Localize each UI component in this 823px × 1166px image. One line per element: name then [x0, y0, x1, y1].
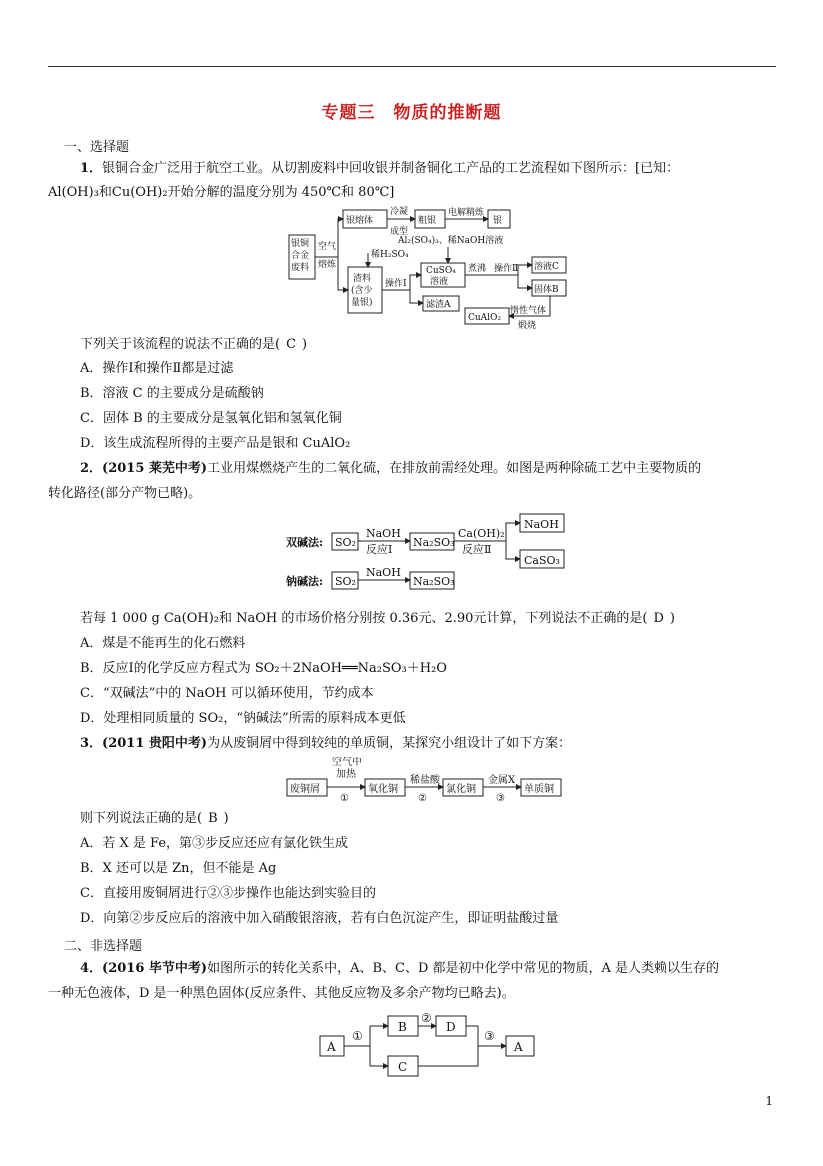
q2-number: 2．: [80, 461, 103, 476]
flow-cool: 冷凝: [390, 207, 409, 217]
flow-op1: 操作Ⅰ: [385, 279, 407, 289]
q1-stem-line1: [80, 160, 679, 178]
q4-d: D: [446, 1020, 456, 1034]
q2-stem2: 转化路径(部分产物已略)。: [48, 486, 202, 501]
q3-hcl: 稀盐酸: [410, 775, 440, 786]
flow-cuso4: CuSO₄: [426, 266, 456, 276]
q2-caso3: CaSO₃: [524, 554, 560, 567]
flow-smelt: 熔炼: [318, 260, 337, 270]
q2-answer: D: [653, 611, 664, 626]
q2-r1: 反应Ⅰ: [366, 543, 393, 556]
svg-text:(含少: (含少: [351, 286, 373, 296]
q4-a: A: [327, 1040, 336, 1054]
q3-metal: 金属X: [488, 775, 516, 786]
q2-naoh-over: NaOH: [366, 527, 401, 540]
flow-inert: 惰性气体: [510, 306, 547, 316]
q3-stem: 3．(2011 贵阳中考)为从废铜屑中得到较纯的单质铜，某探究小组设计了如下方案：: [80, 736, 572, 751]
q2-option-d: D．处理相同质量的 SO₂，“钠碱法”所需的原料成本更低: [80, 711, 406, 726]
q3-scrap: 废铜屑: [290, 784, 320, 795]
flow-boil: 煮沸: [468, 264, 487, 274]
svg-text:溶液: 溶液: [430, 277, 449, 287]
q4-c1: ①: [352, 1029, 363, 1043]
section-nonchoice: 二、非选择题: [64, 939, 143, 954]
q1-question: 下列关于该流程的说法不正确的是( C ): [80, 337, 308, 352]
header-rule: [48, 66, 776, 67]
flow-reagents: Al₂(SO₄)₃、稀NaOH溶液: [398, 236, 504, 246]
q3-air-heat: 空气中: [332, 757, 362, 768]
q2-option-b: B．反应Ⅰ的化学反应方程式为 SO₂＋2NaOH══Na₂SO₃＋H₂O: [80, 661, 447, 676]
q2-r2: 反应Ⅱ: [462, 543, 492, 556]
q2-naoh-b: NaOH: [366, 566, 401, 579]
q1-answer: C: [286, 337, 297, 352]
q1-stem2: Al(OH)₃和Cu(OH)₂开始分解的温度分别为 450℃和 80℃]: [48, 185, 395, 200]
section-choice: 一、选择题: [64, 140, 130, 155]
q2-label-sodium: 钠碱法:: [286, 575, 324, 588]
q1-option-b: B．溶液 C 的主要成分是硫酸钠: [80, 386, 264, 401]
q2-naoh-box: NaOH: [524, 518, 559, 531]
q2-label-double: 双碱法:: [286, 536, 324, 549]
q4-source: (2016 毕节中考): [102, 961, 208, 976]
q2-so2-b: SO₂: [335, 575, 356, 588]
q4-a2: A: [514, 1040, 523, 1054]
q3-option-b: B．X 还可以是 Zn，但不能是 Ag: [80, 861, 277, 876]
svg-text:合金: 合金: [291, 251, 310, 261]
q3-question: 则下列说法正确的是( B ): [80, 811, 229, 826]
q2-so2: SO₂: [335, 536, 356, 549]
page-title: 专题三 物质的推断题: [321, 103, 502, 123]
q4-stem-line1: 4．(2016 毕节中考)如图所示的转化关系中，A、B、C、D 都是初中化学中常见的物质，A 是人类赖以生存的: [80, 961, 720, 976]
q3-number: 3．: [80, 736, 103, 751]
q3-diagram: [284, 757, 574, 802]
q1-stem1: 银铜合金广泛用于航空工业。从切割废料中回收银并制备铜化工产品的工艺流程如下图所示：[已知：: [102, 161, 680, 176]
q3-source: (2011 贵阳中考): [102, 736, 208, 751]
q2-diagram: [284, 510, 574, 600]
q3-option-a: A．若 X 是 Fe，第③步反应还应有氯化铁生成: [80, 836, 349, 851]
q1-option-c: C．固体 B 的主要成分是氢氧化铝和氢氧化铜: [80, 411, 342, 426]
flow-residue-a: 滤渣A: [426, 300, 451, 310]
flow-ag-melt: 银熔体: [346, 216, 374, 226]
flow-sol-c: 溶液C: [534, 262, 559, 272]
q3-cu: 单质铜: [524, 784, 554, 795]
flow-raw: 银铜: [291, 239, 310, 249]
flow-dilute: 稀H₂SO₄: [371, 250, 409, 260]
q4-number: 4．: [80, 961, 103, 976]
page-number: 1: [765, 1094, 773, 1108]
q3-option-c: C．直接用废铜屑进行②③步操作也能达到实验目的: [80, 886, 376, 901]
q2-question: 若每 1 000 g Ca(OH)₂和 NaOH 的市场价格分别按 0.36元、2.90元计算，下列说法不正确的是( D ): [80, 611, 675, 626]
q2-source: (2015 莱芜中考): [102, 461, 208, 476]
q3-step1: ①: [340, 793, 349, 802]
flow-ag: 银: [493, 216, 503, 226]
q4-c3: ③: [484, 1029, 495, 1043]
flow-cualo2: CuAlO₂: [468, 313, 502, 323]
q3-step2: ②: [418, 793, 427, 802]
q1-option-a: A．操作Ⅰ和操作Ⅱ都是过滤: [80, 361, 234, 376]
q4-stem2: 一种无色液体，D 是一种黑色固体(反应条件、其他反应物及多余产物均已略去)。: [48, 986, 515, 1001]
q3-option-d: D．向第②步反应后的溶液中加入硝酸银溶液，若有白色沉淀产生，即证明盐酸过量: [80, 911, 559, 926]
svg-text:成型: 成型: [390, 227, 409, 237]
q3-answer: B: [208, 811, 218, 826]
q4-diagram: [318, 1010, 538, 1080]
q1-number: 1．: [80, 161, 103, 176]
svg-text:加热: 加热: [336, 769, 356, 780]
flow-air: 空气: [318, 242, 337, 252]
q2-option-a: A．煤是不能再生的化石燃料: [80, 636, 246, 651]
flow-crude-ag: 粗银: [418, 216, 437, 226]
flow-solid-b: 固体B: [534, 285, 559, 295]
flow-calcine: 煅烧: [518, 321, 537, 330]
q1-flowchart: [288, 205, 578, 330]
svg-text:废料: 废料: [291, 263, 310, 273]
q2-caoh2: Ca(OH)₂: [458, 527, 505, 540]
flow-slag: 渣料: [353, 274, 372, 284]
q2-na2so3-b: Na₂SO₃: [413, 575, 455, 588]
q4-c: C: [398, 1060, 408, 1074]
q3-step3: ③: [496, 793, 505, 802]
q2-option-c: C．“双碱法”中的 NaOH 可以循环使用，节约成本: [80, 686, 374, 701]
q4-c2: ②: [421, 1011, 432, 1025]
flow-refine: 电解精炼: [448, 208, 485, 218]
svg-text:量银): 量银): [351, 298, 373, 308]
q4-b: B: [398, 1020, 407, 1034]
flow-op2: 操作Ⅱ: [494, 264, 519, 274]
q2-na2so3: Na₂SO₃: [413, 536, 455, 549]
q3-cuo: 氧化铜: [368, 784, 398, 795]
q2-stem-line1: 2．(2015 莱芜中考)工业用煤燃烧产生的二氧化硫，在排放前需经处理。如图是两种除硫工艺中主要物质的: [80, 461, 702, 476]
q3-cucl2: 氯化铜: [446, 784, 476, 795]
q1-option-d: D．该生成流程所得的主要产品是银和 CuAlO₂: [80, 436, 351, 451]
